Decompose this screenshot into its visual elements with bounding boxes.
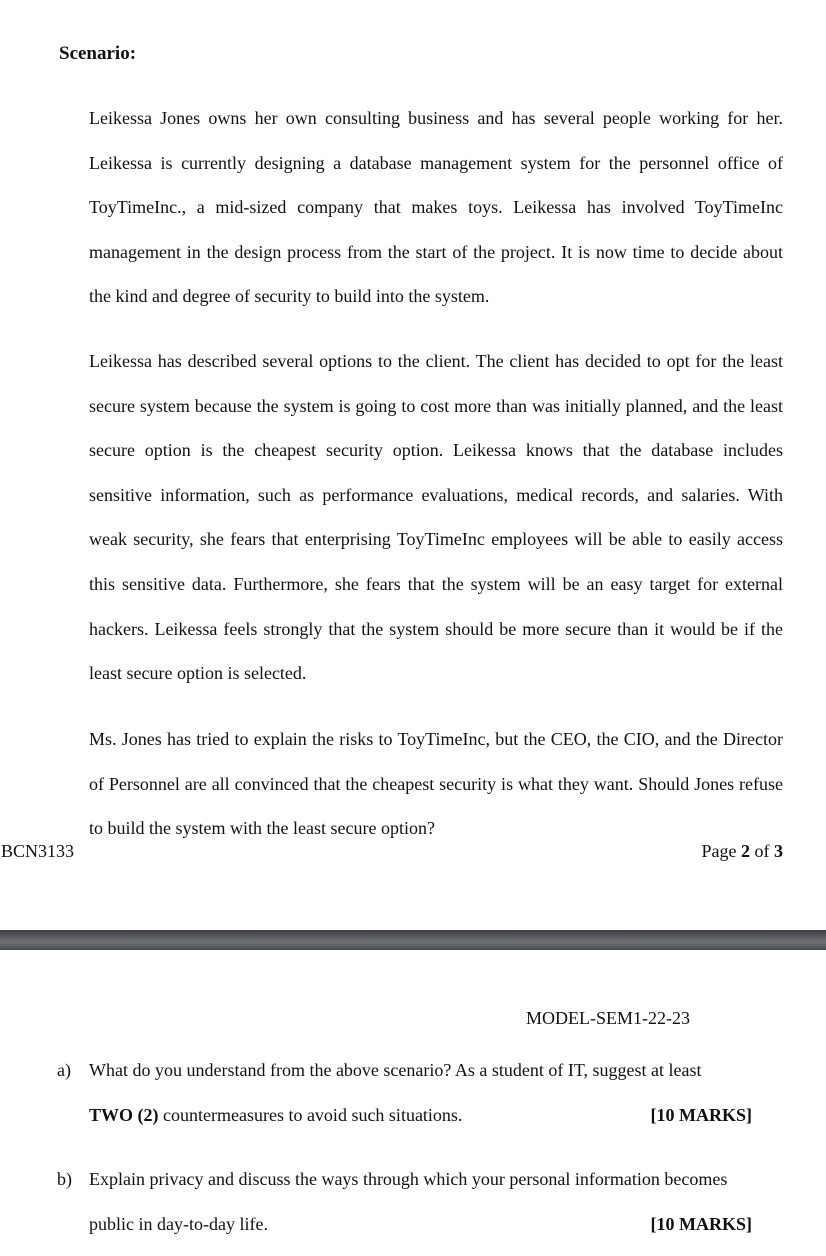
footer-course-code: BCN3133	[1, 841, 75, 861]
question-a-line2	[89, 1093, 752, 1138]
question-a-bold-term: TWO (2)	[89, 1104, 159, 1125]
footer-page-number	[702, 841, 784, 862]
scenario-paragraph-1: Leikessa Jones owns her own consulting business and has several people working for her. Leikessa is currently designing a database management system for the personnel office of ToyTimeInc., a mid-sized company that makes toys. Leikessa has involved ToyTimeInc management in the design process from the start of the project. It is now time to decide about the kind and degree of security to build into the system.	[89, 108, 783, 307]
footer-current-page: 2	[741, 841, 750, 861]
scenario-heading: Scenario:	[59, 43, 137, 64]
question-a-marks: [10 MARKS]	[650, 1104, 752, 1125]
scenario-paragraph-2: Leikessa has described several options to the client. The client has decided to opt for the least secure system because the system is going to cost more than was initially planned, and the least secure option is the cheapest security option. Leikessa knows that the database includes sensitive information, such as performance evaluations, medical records, and salaries. With weak security, she fears that enterprising ToyTimeInc employees will be able to easily access this sensitive data. Furthermore, she fears that the system will be an easy target for external hackers. Leikessa feels strongly that the system should be more secure than it would be if the least secure option is selected.	[89, 351, 783, 684]
question-a-letter: a)	[57, 1060, 71, 1080]
scenario-paragraph-3: Ms. Jones has tried to explain the risks to ToyTimeInc, but the CEO, the CIO, and the Director of Personnel are all convinced that the cheapest security is what they want. Should Jones refuse to build the system with the least secure option?	[89, 729, 783, 839]
question-b-letter: b)	[57, 1169, 72, 1189]
footer-of-word: of	[754, 841, 770, 861]
footer-total-pages: 3	[774, 841, 783, 861]
question-a-line2-text: countermeasures to avoid such situations.	[158, 1104, 463, 1125]
page-header-code: MODEL-SEM1-22-23	[526, 1008, 690, 1028]
page-separator	[0, 930, 826, 950]
question-b-line1: Explain privacy and discuss the ways through which your personal information becomes	[89, 1169, 728, 1189]
question-b-line2-text: public in day-to-day life.	[89, 1213, 268, 1234]
question-a-line1: What do you understand from the above scenario? As a student of IT, suggest at least	[89, 1060, 702, 1080]
question-b-line2	[89, 1202, 752, 1247]
question-b-marks: [10 MARKS]	[650, 1213, 752, 1234]
footer-page-word: Page	[701, 841, 737, 861]
